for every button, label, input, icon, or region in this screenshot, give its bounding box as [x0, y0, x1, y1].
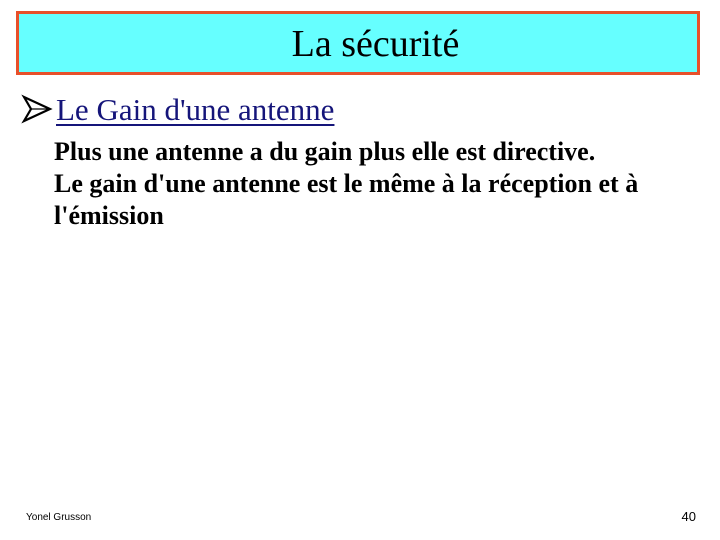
- body-paragraph: Le gain d'une antenne est le même à la réception et à l'émission: [54, 169, 639, 230]
- slide-body: [54, 136, 654, 232]
- bullet-heading-line: [20, 92, 334, 126]
- page-number: 40: [681, 509, 696, 524]
- footer-author: Yonel Grusson: [26, 512, 92, 523]
- body-paragraph: Plus une antenne a du gain plus elle est directive.: [54, 137, 596, 166]
- slide-title: La sécurité: [291, 23, 460, 65]
- title-banner: [16, 11, 700, 75]
- arrow-bullet-icon: [20, 92, 54, 126]
- bullet-heading[interactable]: Le Gain d'une antenne: [56, 91, 335, 127]
